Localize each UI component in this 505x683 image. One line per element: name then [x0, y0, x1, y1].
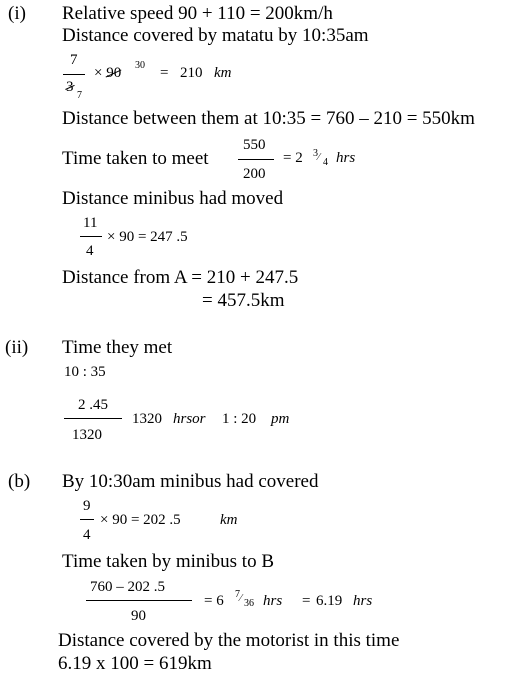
distance-matatu-heading: Distance covered by matatu by 10:35am — [62, 25, 369, 46]
eq4-denominator: 1320 — [72, 427, 102, 443]
eq4-rhs-time: 1 : 20 — [222, 411, 257, 427]
eq1-times: × 90 — [94, 65, 122, 81]
eq6-frac-slash: ⁄ — [240, 593, 242, 604]
eq2-fraction-bar — [238, 159, 274, 160]
eq6-equals2: = — [302, 593, 311, 609]
relative-speed-line: Relative speed 90 + 110 = 200km/h — [62, 3, 333, 24]
eq3-denominator: 4 — [86, 243, 94, 259]
eq6-fraction-bar — [86, 600, 192, 601]
distance-between-line: Distance between them at 10:35 = 760 – 210 = 550km — [62, 108, 475, 129]
eq6-numerator: 760 – 202 .5 — [90, 579, 165, 595]
eq1-numerator: 7 — [70, 52, 78, 68]
time-start: 10 : 35 — [64, 364, 106, 380]
eq1-result: 210 — [180, 65, 203, 81]
minibus-covered-heading: By 10:30am minibus had covered — [62, 471, 319, 492]
eq1-denominator-sub: 7 — [77, 90, 82, 101]
eq2-frac-slash: ⁄ — [318, 152, 320, 163]
label-part-i: (i) — [8, 3, 26, 24]
motorist-result: 6.19 x 100 = 619km — [58, 653, 212, 674]
eq2-frac-den: 4 — [323, 157, 328, 168]
eq2-numerator: 550 — [243, 137, 266, 153]
eq4-numerator: 2 .45 — [78, 397, 108, 413]
time-to-meet-label: Time taken to meet — [62, 148, 209, 169]
eq1-unit: km — [214, 65, 232, 81]
eq4-fraction-bar — [64, 418, 122, 419]
eq4-rhs-num: 1320 — [132, 411, 162, 427]
eq1-superscript: 30 — [135, 60, 145, 71]
motorist-heading: Distance covered by the motorist in this time — [58, 630, 400, 651]
eq1-equals: = — [160, 65, 169, 81]
eq2-unit: hrs — [336, 150, 356, 166]
eq4-rhs-text: hrsor — [173, 411, 206, 427]
eq5-numerator: 9 — [83, 498, 91, 514]
time-to-b-heading: Time taken by minibus to B — [62, 551, 275, 572]
eq3-fraction-bar — [80, 236, 102, 237]
eq6-equals: = 6 — [204, 593, 224, 609]
eq6-denominator: 90 — [131, 608, 146, 624]
eq5-fraction-bar — [80, 519, 94, 520]
eq1-fraction-bar — [63, 74, 85, 75]
eq5-rhs: × 90 = 202 .5 — [100, 512, 181, 528]
minibus-moved-heading: Distance minibus had moved — [62, 188, 284, 209]
time-they-met-heading: Time they met — [62, 337, 173, 358]
label-part-b: (b) — [8, 471, 31, 492]
label-part-ii: (ii) — [5, 337, 29, 358]
eq5-unit: km — [220, 512, 238, 528]
distance-from-a-line2: = 457.5km — [202, 290, 285, 311]
eq4-rhs-pm: pm — [271, 411, 290, 427]
eq6-decimal: 6.19 — [316, 593, 343, 609]
eq1-denominator: 3 — [66, 79, 74, 95]
eq6-frac-num: 7 — [235, 589, 240, 600]
eq6-frac-den: 36 — [244, 598, 254, 609]
eq2-rhs: = 2 — [283, 150, 303, 166]
eq5-denominator: 4 — [83, 527, 91, 543]
eq2-denominator: 200 — [243, 166, 266, 182]
eq2-frac-num: 3 — [313, 148, 318, 159]
eq3-rhs: × 90 = 247 .5 — [107, 229, 188, 245]
eq6-unit2: hrs — [353, 593, 373, 609]
eq3-numerator: 11 — [83, 215, 98, 231]
distance-from-a-line1: Distance from A = 210 + 247.5 — [62, 267, 299, 288]
eq6-unit1: hrs — [263, 593, 283, 609]
